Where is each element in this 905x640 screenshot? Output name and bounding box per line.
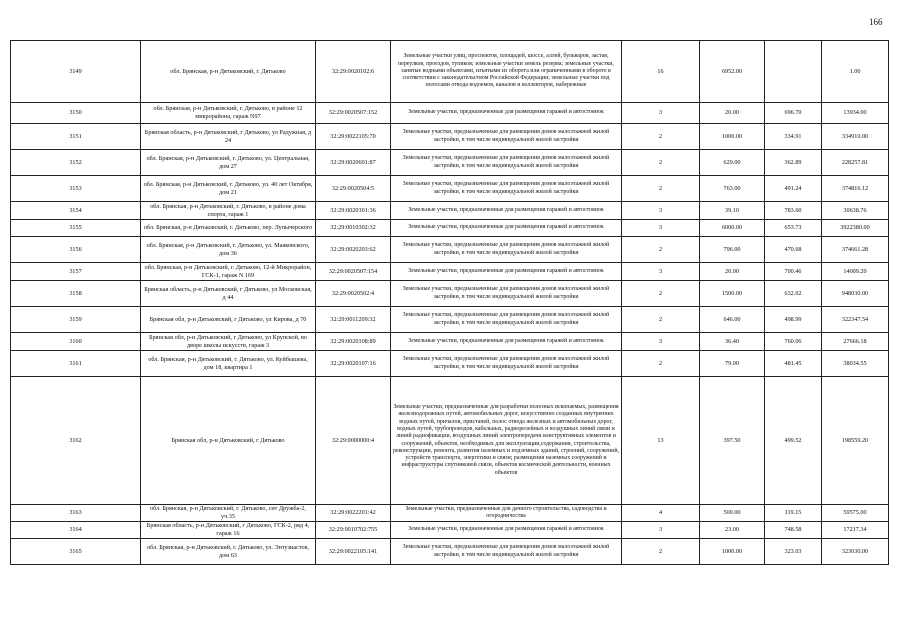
- address-cell: Брянская обл, р-н Дятьковский, г Дятьково, ул Крупской, во дворе школы искусств, гараж 3: [141, 333, 316, 351]
- table-row: [11, 176, 889, 202]
- land-use-cell: Земельные участки, предназначенные для размещения домов малоэтажной жилой застройки, в том числе индивидуальной жилой застройки: [391, 237, 622, 263]
- cadastral-number-cell: 32:29:0022105:141: [316, 539, 391, 565]
- land-use-cell: Земельные участки, предназначенные для размещения гаражей и автостоянок: [391, 202, 622, 220]
- area-cell: 1000.00: [700, 124, 765, 150]
- row-number: 3149: [11, 41, 141, 103]
- row-number: 3157: [11, 263, 141, 281]
- address-cell: обл. Брянская, р-н Дятьковский, г. Дятьково, ул. Куйбышева, дом 18, квартира 1: [141, 351, 316, 377]
- address-cell: обл. Брянская, р-н Дятьковский, г. Дятьково, в районе дома спорта, гараж 1: [141, 202, 316, 220]
- group-code-cell: 3: [622, 263, 700, 281]
- cadastral-value-cell: 334910.00: [822, 124, 889, 150]
- address-cell: обл. Брянская, р-н Дятьковский, г. Дятьково, в районе 12 микрорайона, гараж N97: [141, 103, 316, 124]
- cadastral-value-cell: 14009.20: [822, 263, 889, 281]
- table-row: [11, 263, 889, 281]
- specific-value-cell: 748.58: [765, 522, 822, 539]
- cadastral-value-cell: 38034.55: [822, 351, 889, 377]
- address-cell: Брянская область, р-н Дятьковский, г Дятьково, ГСК-2, ряд 4, гараж 16: [141, 522, 316, 539]
- cadastral-number-cell: 32:29:0000000:4: [316, 377, 391, 505]
- land-use-cell: Земельные участки, предназначенные для размещения гаражей и автостоянок: [391, 263, 622, 281]
- table-row: [11, 522, 889, 539]
- table-row: [11, 539, 889, 565]
- specific-value-cell: 481.45: [765, 351, 822, 377]
- area-cell: 500.00: [700, 505, 765, 522]
- area-cell: 1500.00: [700, 281, 765, 307]
- row-number: 3160: [11, 333, 141, 351]
- cadastral-number-cell: 32:29:0022105:70: [316, 124, 391, 150]
- cadastral-number-cell: 32:29:0020502:4: [316, 281, 391, 307]
- table-row: [11, 202, 889, 220]
- specific-value-cell: 491.24: [765, 176, 822, 202]
- table-row: [11, 220, 889, 237]
- address-cell: обл. Брянская, р-н Дятьковский, г. Дятьково, 12-й Микрорайон, ГСК-1, гараж N 169: [141, 263, 316, 281]
- cadastral-number-cell: 32:29:0020601:87: [316, 150, 391, 176]
- area-cell: 6000.00: [700, 220, 765, 237]
- table-row: [11, 103, 889, 124]
- group-code-cell: 2: [622, 351, 700, 377]
- specific-value-cell: 323.03: [765, 539, 822, 565]
- address-cell: Брянская область, р-н Дятьковский, г Дятьково, ул Радужная, д 24: [141, 124, 316, 150]
- specific-value-cell: 632.02: [765, 281, 822, 307]
- address-cell: обл. Брянская, р-н Дятьковский, г. Дятьково, ул. Энтузиастов, дом 63: [141, 539, 316, 565]
- table-row: [11, 505, 889, 522]
- area-cell: 20.00: [700, 263, 765, 281]
- cadastral-value-cell: 948030.00: [822, 281, 889, 307]
- row-number: 3155: [11, 220, 141, 237]
- address-cell: обл. Брянская, р-н Дятьковский, г. Дятьково, пер. Лупычерского: [141, 220, 316, 237]
- address-cell: обл. Брянская, р-н Дятьковский, г. Дятьково, снт Дружба-2, уч.35: [141, 505, 316, 522]
- specific-value-cell: 700.46: [765, 263, 822, 281]
- table-row: [11, 41, 889, 103]
- group-code-cell: 2: [622, 539, 700, 565]
- group-code-cell: 13: [622, 377, 700, 505]
- land-use-cell: Земельные участки, предназначенные для размещения домов малоэтажной жилой застройки, в том числе индивидуальной жилой застройки: [391, 307, 622, 333]
- area-cell: 39.10: [700, 202, 765, 220]
- group-code-cell: 2: [622, 307, 700, 333]
- table-row: [11, 281, 889, 307]
- address-cell: обл. Брянская, р-н Дятьковский, г. Дятьково, ул. 40 лет Октября, дом 21: [141, 176, 316, 202]
- land-registry-table: [10, 40, 889, 565]
- group-code-cell: 3: [622, 333, 700, 351]
- land-use-cell: Земельные участки, предназначенные для размещения гаражей и автостоянок: [391, 220, 622, 237]
- specific-value-cell: 498.99: [765, 307, 822, 333]
- table-row: [11, 333, 889, 351]
- group-code-cell: 2: [622, 176, 700, 202]
- area-cell: 79.00: [700, 351, 765, 377]
- land-use-cell: Земельные участки, предназначенные для размещения домов малоэтажной жилой застройки, в том числе индивидуальной жилой застройки: [391, 176, 622, 202]
- cadastral-number-cell: 32:29:0020301:36: [316, 202, 391, 220]
- row-number: 3164: [11, 522, 141, 539]
- cadastral-value-cell: 323030.00: [822, 539, 889, 565]
- group-code-cell: 3: [622, 103, 700, 124]
- table-row: [11, 150, 889, 176]
- area-cell: 397.50: [700, 377, 765, 505]
- group-code-cell: 3: [622, 220, 700, 237]
- cadastral-number-cell: 32:29:0020108:89: [316, 333, 391, 351]
- group-code-cell: 2: [622, 124, 700, 150]
- specific-value-cell: 362.89: [765, 150, 822, 176]
- cadastral-number-cell: 32:29:0020504:5: [316, 176, 391, 202]
- address-cell: Брянская обл, р-н Дятьковский, г Дятьково: [141, 377, 316, 505]
- row-number: 3159: [11, 307, 141, 333]
- cadastral-number-cell: 32:29:0020507:152: [316, 103, 391, 124]
- cadastral-number-cell: 32:29:0022201:42: [316, 505, 391, 522]
- cadastral-value-cell: 17217.34: [822, 522, 889, 539]
- cadastral-value-cell: 322347.54: [822, 307, 889, 333]
- table-row: [11, 307, 889, 333]
- address-cell: обл. Брянская, р-н Дятьковский, г. Дятьково: [141, 41, 316, 103]
- specific-value-cell: [765, 41, 822, 103]
- specific-value-cell: 499.52: [765, 377, 822, 505]
- land-use-cell: Земельные участки, предназначенные для размещения домов малоэтажной жилой застройки, в том числе индивидуальной жилой застройки: [391, 150, 622, 176]
- row-number: 3158: [11, 281, 141, 307]
- cadastral-value-cell: 374661.28: [822, 237, 889, 263]
- specific-value-cell: 760.06: [765, 333, 822, 351]
- table-row: [11, 351, 889, 377]
- cadastral-value-cell: 1.00: [822, 41, 889, 103]
- land-use-cell: Земельные участки, предназначенные для размещения домов малоэтажной жилой застройки, в том числе индивидуальной жилой застройки: [391, 281, 622, 307]
- group-code-cell: 16: [622, 41, 700, 103]
- table-row: [11, 124, 889, 150]
- land-use-cell: Земельные участки, предназначенные для размещения гаражей и автостоянок: [391, 333, 622, 351]
- cadastral-number-cell: 32:29:0020203:62: [316, 237, 391, 263]
- land-use-cell: Земельные участки, предназначенные для размещения гаражей и автостоянок: [391, 522, 622, 539]
- row-number: 3165: [11, 539, 141, 565]
- area-cell: 20.00: [700, 103, 765, 124]
- address-cell: Брянская обл, р-н Дятьковский, г Дятьково, ул Кирова, д 70: [141, 307, 316, 333]
- address-cell: обл. Брянская, р-н Дятьковский, г. Дятьково, ул. Маяковского, дом 36: [141, 237, 316, 263]
- specific-value-cell: 119.15: [765, 505, 822, 522]
- table-row: [11, 377, 889, 505]
- area-cell: 6952.00: [700, 41, 765, 103]
- area-cell: 646.00: [700, 307, 765, 333]
- land-use-cell: Земельные участки, предназначенные для размещения домов малоэтажной жилой застройки, в том числе индивидуальной жилой застройки: [391, 351, 622, 377]
- row-number: 3154: [11, 202, 141, 220]
- table-row: [11, 237, 889, 263]
- land-use-cell: Земельные участки, предназначенные для размещения гаражей и автостоянок: [391, 103, 622, 124]
- land-use-cell: Земельные участки, предназначенные для дачного строительства, садоводства и огородничества: [391, 505, 622, 522]
- specific-value-cell: 334.91: [765, 124, 822, 150]
- row-number: 3151: [11, 124, 141, 150]
- specific-value-cell: 696.70: [765, 103, 822, 124]
- row-number: 3153: [11, 176, 141, 202]
- area-cell: 629.00: [700, 150, 765, 176]
- group-code-cell: 3: [622, 202, 700, 220]
- cadastral-value-cell: 27666.18: [822, 333, 889, 351]
- group-code-cell: 2: [622, 281, 700, 307]
- page-number: 166: [869, 17, 883, 27]
- cadastral-value-cell: 228257.81: [822, 150, 889, 176]
- cadastral-value-cell: 198559.20: [822, 377, 889, 505]
- land-use-cell: Земельные участки, предназначенные для размещения домов малоэтажной жилой застройки, в том числе индивидуальной жилой застройки: [391, 539, 622, 565]
- row-number: 3156: [11, 237, 141, 263]
- cadastral-number-cell: 32:29:0020107:16: [316, 351, 391, 377]
- specific-value-cell: 783.60: [765, 202, 822, 220]
- cadastral-value-cell: 30638.76: [822, 202, 889, 220]
- row-number: 3162: [11, 377, 141, 505]
- cadastral-value-cell: 13934.00: [822, 103, 889, 124]
- cadastral-number-cell: 32:29:0011209:32: [316, 307, 391, 333]
- cadastral-value-cell: 59575.00: [822, 505, 889, 522]
- table-body: [11, 41, 889, 565]
- cadastral-number-cell: 32:29:0020102:6: [316, 41, 391, 103]
- group-code-cell: 2: [622, 237, 700, 263]
- area-cell: 763.00: [700, 176, 765, 202]
- address-cell: обл. Брянская, р-н Дятьковский, г. Дятьково, ул. Центральная, дом 27: [141, 150, 316, 176]
- specific-value-cell: 653.73: [765, 220, 822, 237]
- row-number: 3150: [11, 103, 141, 124]
- cadastral-number-cell: 32:29:0010302:32: [316, 220, 391, 237]
- group-code-cell: 3: [622, 522, 700, 539]
- cadastral-number-cell: 32:29:0020507:154: [316, 263, 391, 281]
- row-number: 3161: [11, 351, 141, 377]
- group-code-cell: 4: [622, 505, 700, 522]
- land-use-cell: Земельные участки, предназначенные для размещения домов малоэтажной жилой застройки, в том числе индивидуальной жилой застройки: [391, 124, 622, 150]
- group-code-cell: 2: [622, 150, 700, 176]
- land-use-cell: Земельные участки улиц, проспектов, площадей, шоссе, аллей, бульваров, застав, переулков, проездов, тупиков; земельные участки земель резерва; земельные участки, занятые водными объектами, изъятыми из оборота или ограниченными в обороте в соответствии с законодательством Российской Федерации; земельные участки под полосами отвода водоемов, каналов и коллекторов, набережные: [391, 41, 622, 103]
- area-cell: 796.00: [700, 237, 765, 263]
- cadastral-value-cell: 3922380.00: [822, 220, 889, 237]
- area-cell: 1000.00: [700, 539, 765, 565]
- row-number: 3163: [11, 505, 141, 522]
- row-number: 3152: [11, 150, 141, 176]
- cadastral-number-cell: 32:29:0010702:755: [316, 522, 391, 539]
- land-use-cell: Земельные участки, предназначенные для разработки полезных ископаемых, размещения железнодорожных путей, автомобильных дорог, искусственно созданных внутренних водных путей, причалов, пристаней, полос отвода железных и автомобильных дорог, водных путей, трубопроводов, кабельных, радиорелейных и воздушных линий связи и линий радиофикации, воздушных линий электропередачи конструктивных элементов и сооружений, объектов, необходимых для эксплуатации,содержания, строительства, реконструкции, ремонта, развития наземных и подземных зданий, строений, сооружений, устройств транспорта, энергетики и связи; размещения наземных сооружений и инфраструктуры спутниковой связи, объектов космической деятельности, военных объектов: [391, 377, 622, 505]
- cadastral-value-cell: 374816.12: [822, 176, 889, 202]
- specific-value-cell: 470.68: [765, 237, 822, 263]
- area-cell: 36.40: [700, 333, 765, 351]
- area-cell: 23.00: [700, 522, 765, 539]
- address-cell: Брянская область, р-н Дятьковский, г Дятьково, ул Московская, д 44: [141, 281, 316, 307]
